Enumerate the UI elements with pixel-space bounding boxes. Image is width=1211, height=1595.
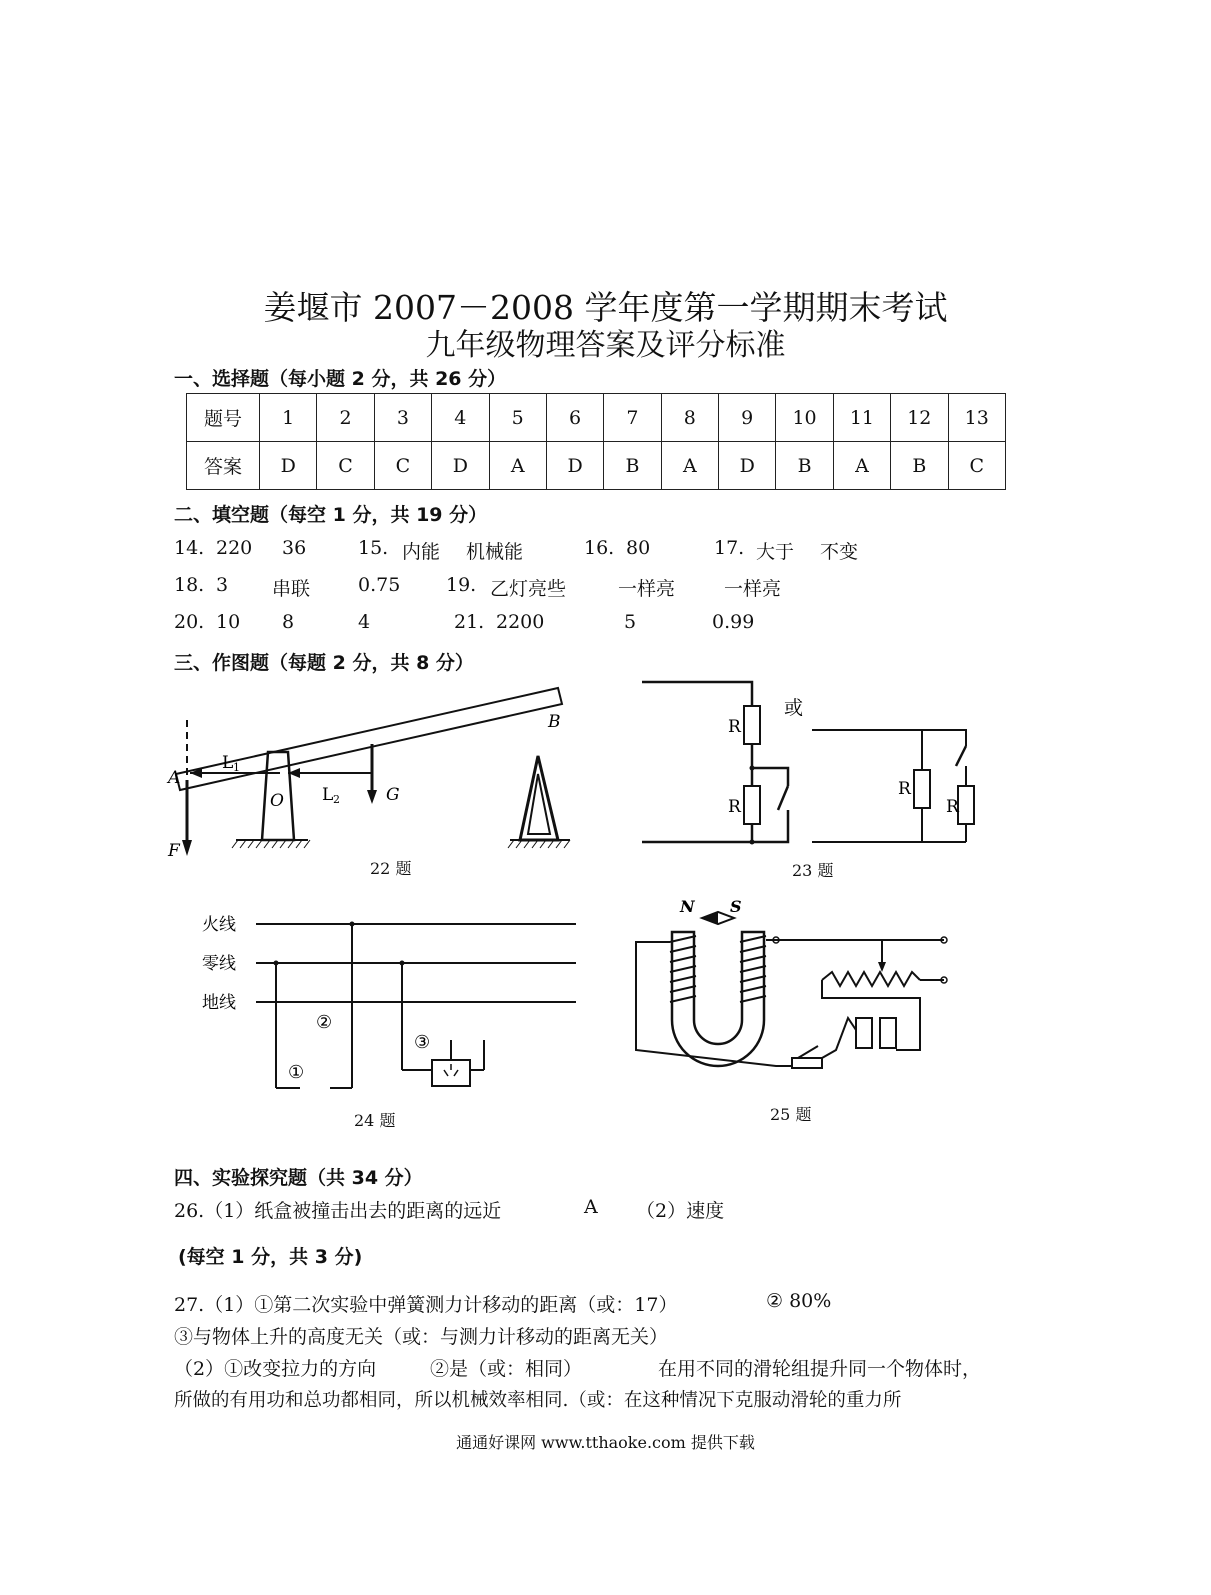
table-row-answers	[187, 442, 1006, 490]
answer-token: 5	[624, 611, 637, 633]
figure-23-caption: 23 题	[792, 861, 834, 880]
answer-cell: D	[546, 442, 603, 490]
marker-3: ③	[414, 1032, 431, 1053]
answer-token: 乙灯亮些	[490, 578, 567, 600]
pole-S: S	[730, 897, 742, 916]
answer-token: 19.	[446, 574, 477, 596]
answer-cell: A	[661, 442, 718, 490]
resistor-label: R	[728, 797, 741, 817]
label-L1: L	[222, 753, 234, 773]
answer-token: 14.	[174, 537, 205, 559]
answer-token: 大于	[756, 541, 795, 563]
resistor-label: R	[898, 779, 911, 799]
label-O: O	[270, 791, 284, 811]
answer-token: 27.（1）①第二次实验中弹簧测力计移动的距离（或：17）	[174, 1294, 678, 1316]
figure-22-caption: 22 题	[370, 859, 412, 878]
answer-token: 2200	[496, 611, 545, 633]
answer-token: 机械能	[466, 541, 524, 563]
wire-label-ground: 地线	[202, 993, 236, 1013]
answer-cell: D	[432, 442, 489, 490]
table-row-numbers	[187, 394, 1006, 442]
wire-label-live: 火线	[202, 915, 236, 935]
figure-24-caption: 24 题	[354, 1111, 396, 1130]
answer-token: 0.99	[712, 611, 755, 633]
answer-cell: D	[260, 442, 317, 490]
answer-token: 串联	[272, 578, 311, 600]
fill-answer-line-3	[0, 611, 1211, 637]
pole-N: N	[680, 897, 695, 916]
question-number: 11	[833, 394, 890, 442]
wire-label-neutral: 零线	[202, 954, 236, 974]
answer-token: 20.	[174, 611, 205, 633]
row-label-answers: 答案	[187, 442, 260, 490]
question-number: 3	[374, 394, 431, 442]
q27-line-1	[0, 1290, 1211, 1316]
page-subtitle: 九年级物理答案及评分标准	[425, 328, 786, 363]
fill-answer-line-2	[0, 574, 1211, 600]
answer-cell: B	[776, 442, 833, 490]
label-G: G	[386, 785, 400, 805]
answer-cell: B	[891, 442, 948, 490]
page-footer: 通通好课网 www.tthaoke.com 提供下载	[456, 1433, 755, 1452]
section-4-heading: 四、实验探究题（共 34 分）	[174, 1167, 423, 1189]
answer-token: 26.（1）纸盒被撞击出去的距离的远近	[174, 1200, 502, 1222]
label-B: B	[548, 712, 561, 732]
q27-line-4: 所做的有用功和总功都相同，所以机械效率相同.（或：在这种情况下克服动滑轮的重力所	[174, 1390, 902, 1411]
answer-cell: A	[489, 442, 546, 490]
answer-token: 内能	[402, 541, 441, 563]
answer-token: 在用不同的滑轮组提升同一个物体时，	[658, 1358, 982, 1380]
answer-token: 0.75	[358, 574, 401, 596]
answer-cell: A	[833, 442, 890, 490]
question-number: 6	[546, 394, 603, 442]
question-number: 9	[719, 394, 776, 442]
answer-token: 一样亮	[618, 578, 676, 600]
figure-25-caption: 25 题	[770, 1105, 812, 1124]
answer-token: 21.	[454, 611, 485, 633]
q27-line-2: ③与物体上升的高度无关（或：与测力计移动的距离无关）	[174, 1326, 669, 1348]
answer-token: 15.	[358, 537, 389, 559]
resistor-label: R	[728, 717, 741, 737]
answer-token: 16.	[584, 537, 615, 559]
question-number: 12	[891, 394, 948, 442]
q27-line-3	[0, 1354, 1211, 1380]
question-number: 8	[661, 394, 718, 442]
section-2-heading: 二、填空题（每空 1 分，共 19 分）	[174, 504, 488, 526]
answer-token: A	[584, 1196, 598, 1218]
answer-token: ②是（或：相同）	[430, 1358, 583, 1380]
answer-token: 8	[282, 611, 295, 633]
label-L2: L	[322, 785, 334, 805]
answer-token: 3	[216, 574, 229, 596]
label-L2-subscript: 2	[333, 793, 340, 806]
resistor-label: R	[946, 797, 959, 817]
answer-cell: B	[604, 442, 661, 490]
answer-token: （2）速度	[636, 1200, 725, 1222]
label-F: F	[168, 841, 180, 861]
figure-25-electromagnet	[626, 890, 956, 1080]
page-title: 姜堰市 2007－2008 学年度第一学期期末考试	[263, 288, 948, 327]
marker-2: ②	[316, 1012, 333, 1033]
answer-token: 17.	[714, 537, 745, 559]
fill-answer-line-1	[0, 537, 1211, 563]
answer-token: 80	[626, 537, 651, 559]
answer-token: 18.	[174, 574, 205, 596]
or-label: 或	[784, 697, 804, 719]
question-number: 5	[489, 394, 546, 442]
figure-24-wiring	[196, 900, 586, 1100]
q26-answer-line	[0, 1196, 1211, 1222]
answer-token: 4	[358, 611, 371, 633]
section-3-heading: 三、作图题（每题 2 分，共 8 分）	[174, 652, 474, 674]
answer-token: 36	[282, 537, 307, 559]
answer-cell: D	[719, 442, 776, 490]
figure-23-circuit	[636, 674, 986, 854]
row-label-numbers: 题号	[187, 394, 260, 442]
question-number: 13	[948, 394, 1006, 442]
label-A: A	[168, 768, 181, 788]
answer-cell: C	[317, 442, 374, 490]
answer-cell: C	[374, 442, 431, 490]
answer-token: 220	[216, 537, 253, 559]
answer-token: （2）①改变拉力的方向	[174, 1358, 377, 1380]
answer-cell: C	[948, 442, 1006, 490]
question-number: 2	[317, 394, 374, 442]
label-L1-subscript: 1	[233, 761, 240, 774]
answer-token: 一样亮	[724, 578, 782, 600]
marker-1: ①	[288, 1062, 305, 1083]
answer-table	[186, 393, 1006, 490]
question-number: 7	[604, 394, 661, 442]
section-1-heading: 一、选择题（每小题 2 分，共 26 分）	[174, 368, 507, 390]
answer-token: 不变	[820, 541, 859, 563]
answer-token: ② 80%	[766, 1290, 832, 1312]
answer-token: 10	[216, 611, 241, 633]
question-number: 1	[260, 394, 317, 442]
q26-score: (每空 1 分，共 3 分)	[178, 1246, 363, 1268]
figure-22-lever	[160, 680, 600, 880]
question-number: 10	[776, 394, 833, 442]
question-number: 4	[432, 394, 489, 442]
